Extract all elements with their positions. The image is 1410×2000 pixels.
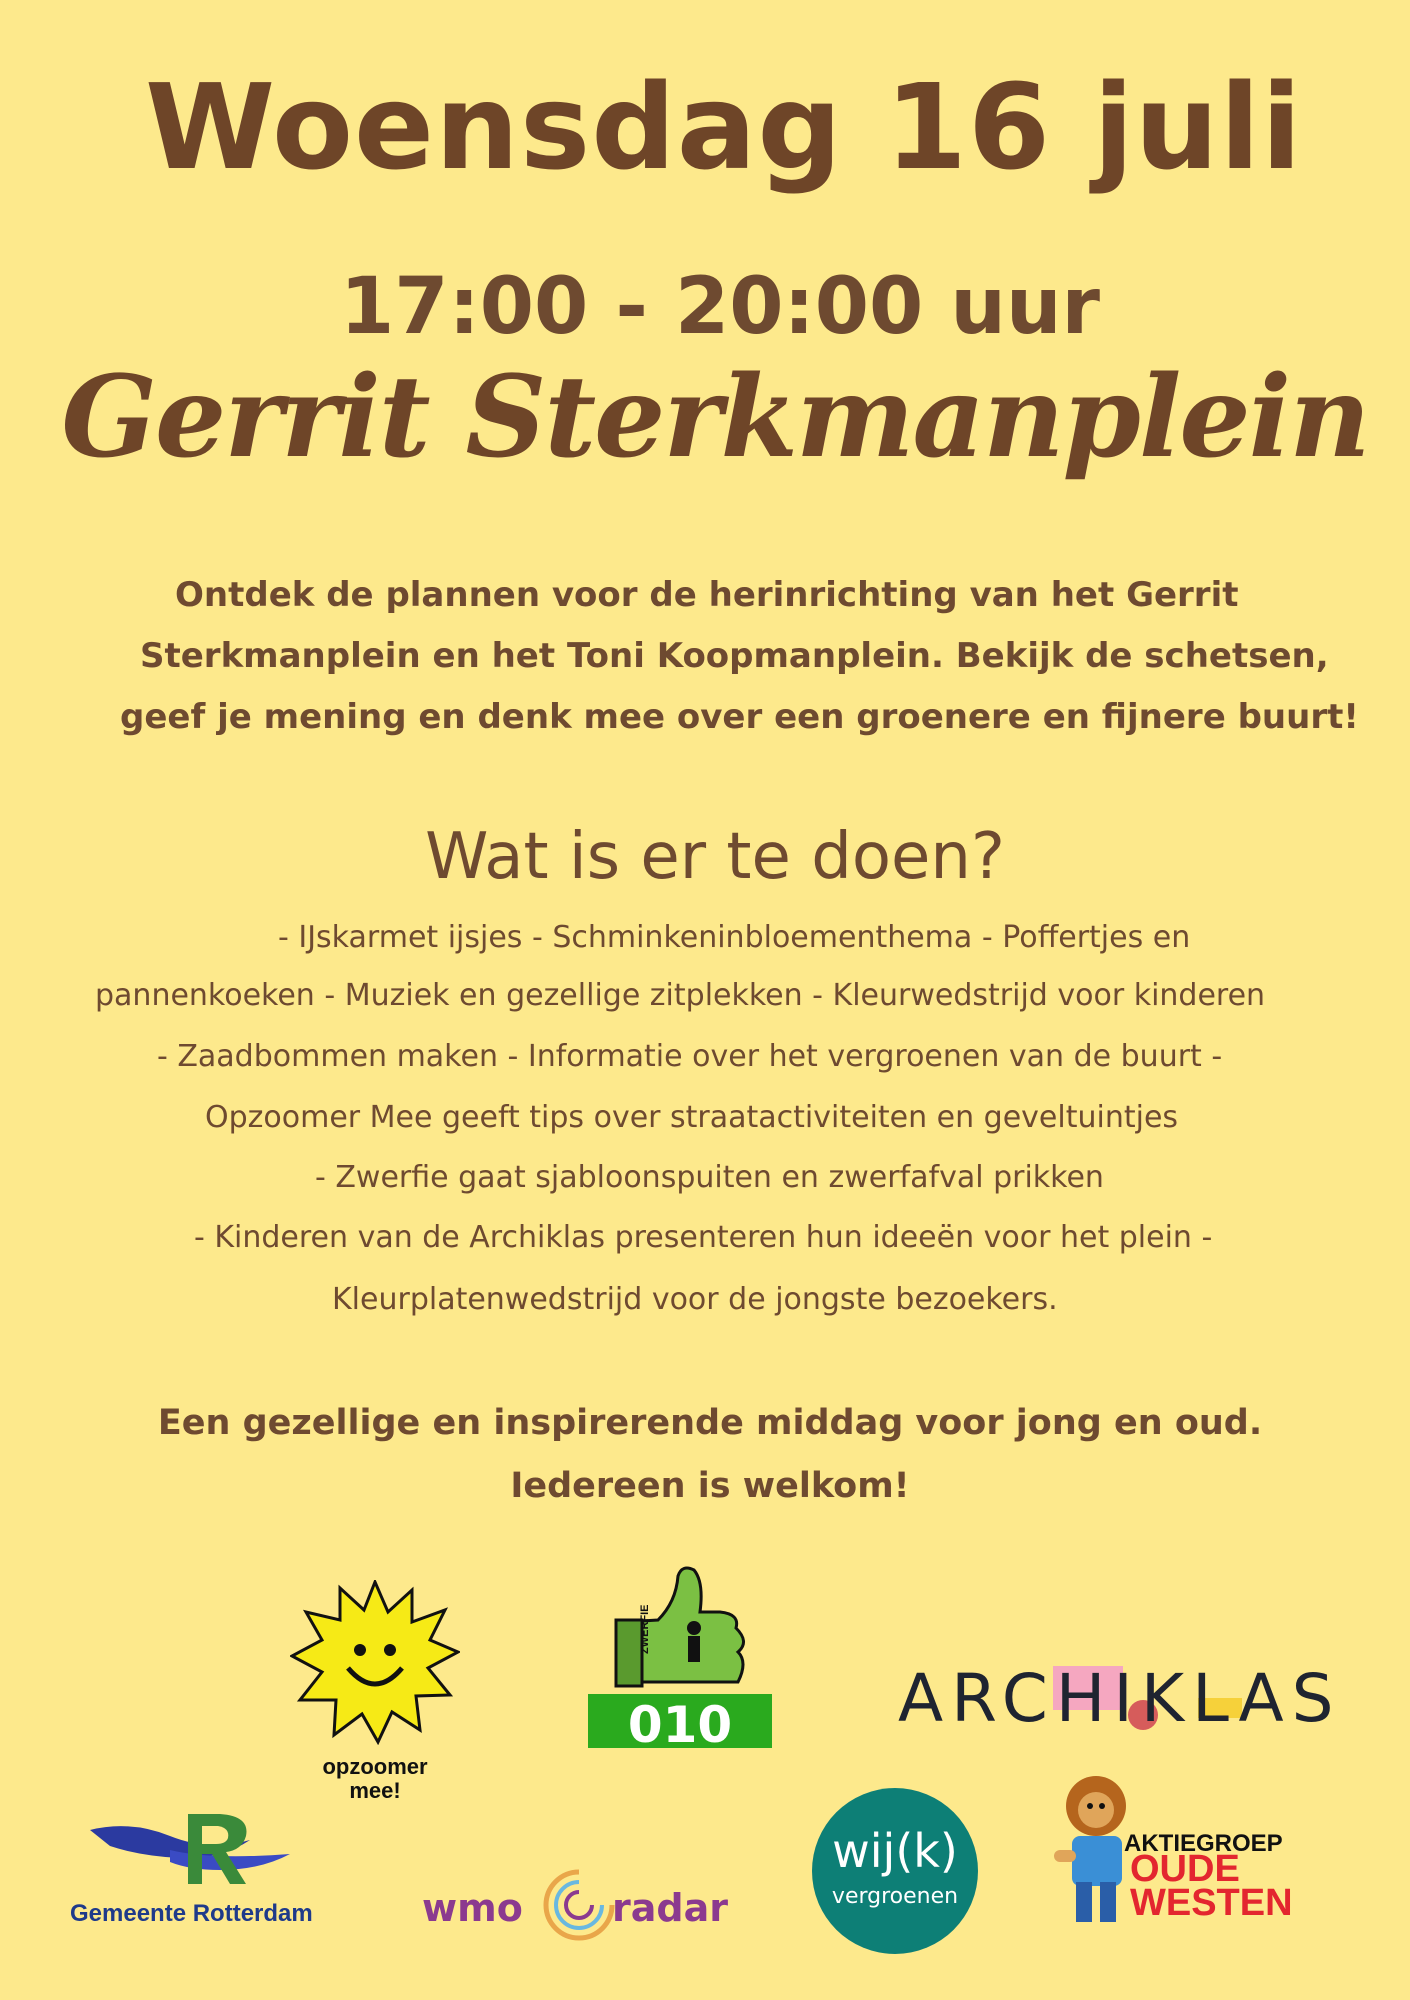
- activities-heading: Wat is er te doen?: [425, 820, 1005, 894]
- opzoomer-line-1: opzoomer: [322, 1754, 428, 1779]
- intro-line: geef je mening en denk mee over een groenere en fijnere buurt!: [120, 697, 1359, 737]
- vergroenen-text: vergroenen: [831, 1884, 959, 1909]
- gemeente-rotterdam-logo: [70, 1810, 360, 1940]
- activity-line: - Kinderen van de Archiklas presenteren hun ideeën voor het plein -: [194, 1220, 1213, 1255]
- rotterdam-r-icon: [70, 1810, 360, 1900]
- intro-line: Sterkmanplein en het Toni Koopmanplein. Bekijk de schetsen,: [140, 636, 1329, 676]
- smiling-sun-icon: [290, 1580, 460, 1745]
- radar-icon: [540, 1866, 618, 1944]
- westen-text: WESTEN: [1130, 1882, 1293, 1924]
- opzoomer-line-2: mee!: [349, 1778, 401, 1803]
- zwerfie-number: 010: [627, 1696, 733, 1748]
- thumbs-up-icon: [588, 1562, 772, 1748]
- radar-text: radar: [612, 1886, 728, 1930]
- opzoomer-logo: [290, 1580, 460, 1803]
- rotterdam-text: Gemeente Rotterdam: [70, 1900, 313, 1927]
- event-date: Woensdag 16 juli: [145, 58, 1303, 196]
- closing-text: [0, 1392, 1410, 1518]
- activity-line: - IJskarmet ijsjes - Schminkeninbloementhema - Poffertjes en: [278, 920, 1191, 955]
- oude-text: OUDE: [1130, 1848, 1240, 1890]
- activity-line: - Zwerfie gaat sjabloonspuiten en zwerfafval prikken: [315, 1160, 1104, 1195]
- wijk-vergroenen-logo: [812, 1788, 978, 1954]
- zwerfie-logo: [588, 1562, 772, 1748]
- intro-text: [95, 565, 1359, 748]
- lion-mascot-icon: [1052, 1770, 1132, 1930]
- wmo-radar-logo: [422, 1866, 742, 1946]
- activity-line: Kleurplatenwedstrijd voor de jongste bezoekers.: [332, 1282, 1058, 1317]
- event-time: 17:00 - 20:00 uur: [340, 262, 1100, 352]
- activity-line: pannenkoeken - Muziek en gezellige zitplekken - Kleurwedstrijd voor kinderen: [95, 978, 1266, 1013]
- aktiegroep-text: AKTIEGROEP: [1124, 1830, 1283, 1857]
- activity-line: Opzoomer Mee geeft tips over straatactiviteiten en geveltuintjes: [205, 1100, 1179, 1135]
- wmo-text: wmo: [422, 1886, 523, 1930]
- aktiegroep-logo: [1052, 1770, 1332, 1930]
- closing-line-1: Een gezellige en inspirerende middag voor jong en oud.: [157, 1403, 1263, 1443]
- intro-line: Ontdek de plannen voor de herinrichting van het Gerrit: [175, 575, 1239, 615]
- event-location: Gerrit Sterkmanplein: [61, 352, 1369, 483]
- activity-line: - Zaadbommen maken - Informatie over het vergroenen van de buurt -: [157, 1039, 1223, 1074]
- archiklas-logo: [898, 1660, 1342, 1750]
- archiklas-text: ARCHIKLAS: [898, 1660, 1342, 1737]
- closing-line-2: Iedereen is welkom!: [510, 1466, 910, 1506]
- zwerfie-side-text: ZWERFIE: [639, 1604, 651, 1654]
- wijk-text: wij(k): [832, 1824, 958, 1878]
